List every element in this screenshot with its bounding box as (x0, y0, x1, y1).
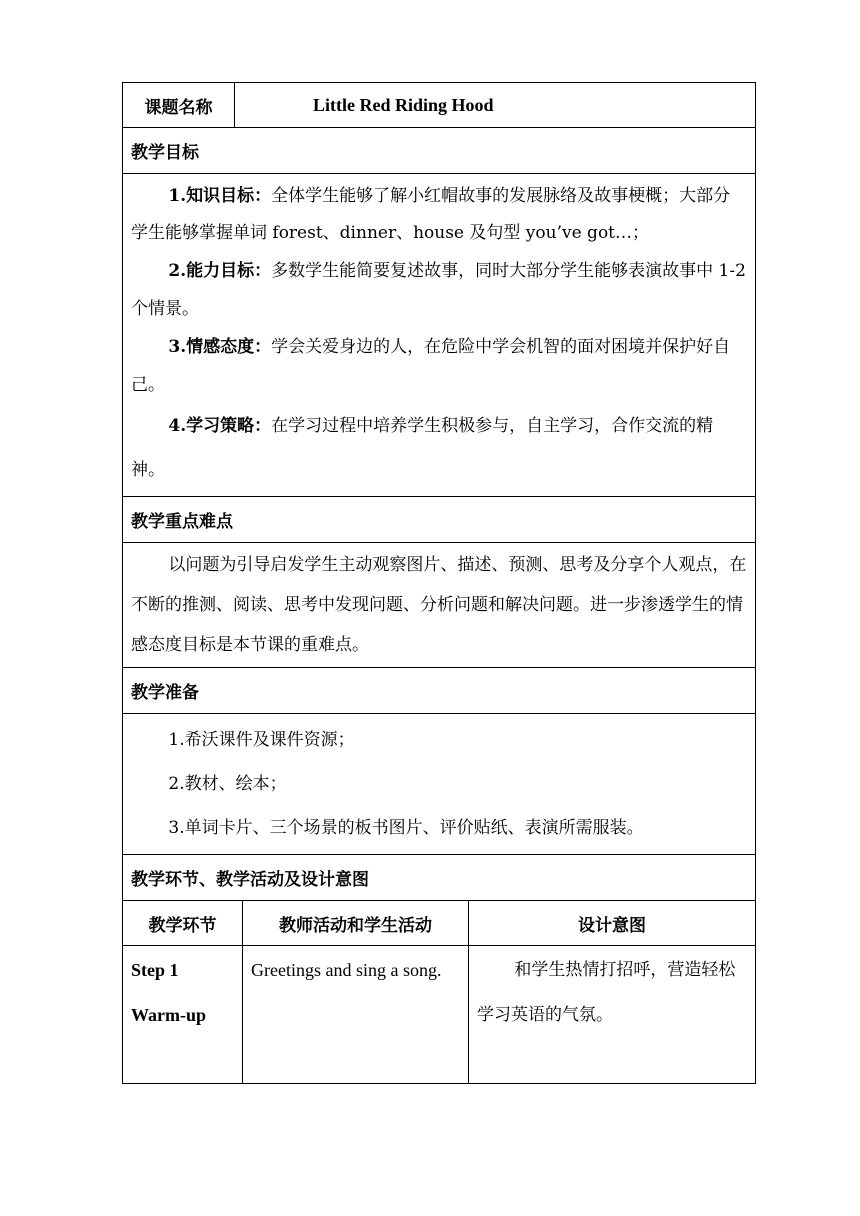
objective-item (131, 328, 747, 404)
preparation-item: 3.单词卡片、三个场景的板书图片、评价贴纸、表演所需服装。 (168, 818, 644, 838)
keypoints-heading: 教学重点难点 (122, 497, 756, 543)
title-row (122, 82, 756, 128)
column-header-step: 教学环节 (123, 901, 243, 945)
objective-text: 全体学生能够了解小红帽故事的发展脉络及故事梗概；大部分学生能够掌握单词 forest、dinner、house 及句型 you’ve got…； (131, 186, 731, 243)
process-column-headers (122, 901, 756, 946)
step-number: Step 1 (131, 960, 179, 980)
objective-item (131, 252, 747, 328)
preparation-body (122, 714, 756, 855)
objective-text: 学会关爱身边的人，在危险中学会机智的面对困境并保护好自己。 (131, 337, 731, 395)
column-header-intent: 设计意图 (578, 915, 646, 936)
lesson-plan-table (122, 82, 756, 1084)
objective-text: 多数学生能简要复述故事，同时大部分学生能够表演故事中 1-2 个情景。 (131, 261, 746, 319)
objective-item (131, 404, 747, 492)
objective-label: 2.能力目标： (168, 261, 272, 281)
title-value: Little Red Riding Hood (313, 94, 494, 115)
objective-text: 在学习过程中培养学生积极参与，自主学习，合作交流的精神。 (131, 416, 714, 480)
objectives-heading: 教学目标 (122, 128, 756, 174)
keypoints-body: 以问题为引导启发学生主动观察图片、描述、预测、思考及分享个人观点，在不断的推测、阅读、思考中发现问题、分析问题和解决问题。进一步渗透学生的情感态度目标是本节课的重难点。 (122, 543, 756, 668)
preparation-item: 1.希沃课件及课件资源； (168, 730, 355, 750)
preparation-heading: 教学准备 (122, 668, 756, 714)
objective-label: 3.情感态度： (168, 337, 272, 357)
intent-cell: 和学生热情打招呼，营造轻松学习英语的气氛。 (477, 960, 736, 1025)
objective-item (131, 178, 747, 252)
step-cell (123, 946, 243, 1083)
column-header-activity: 教师活动和学生活动 (243, 901, 469, 945)
process-heading: 教学环节、教学活动及设计意图 (122, 855, 756, 901)
step-name: Warm-up (131, 1005, 207, 1025)
objectives-body (122, 174, 756, 497)
activity-cell: Greetings and sing a song. (243, 946, 469, 1083)
title-label: 课题名称 (123, 83, 235, 127)
table-row (122, 946, 756, 1084)
objective-label: 1.知识目标： (168, 186, 272, 206)
objective-label: 4.学习策略： (168, 416, 272, 436)
preparation-item: 2.教材、绘本； (168, 774, 287, 794)
